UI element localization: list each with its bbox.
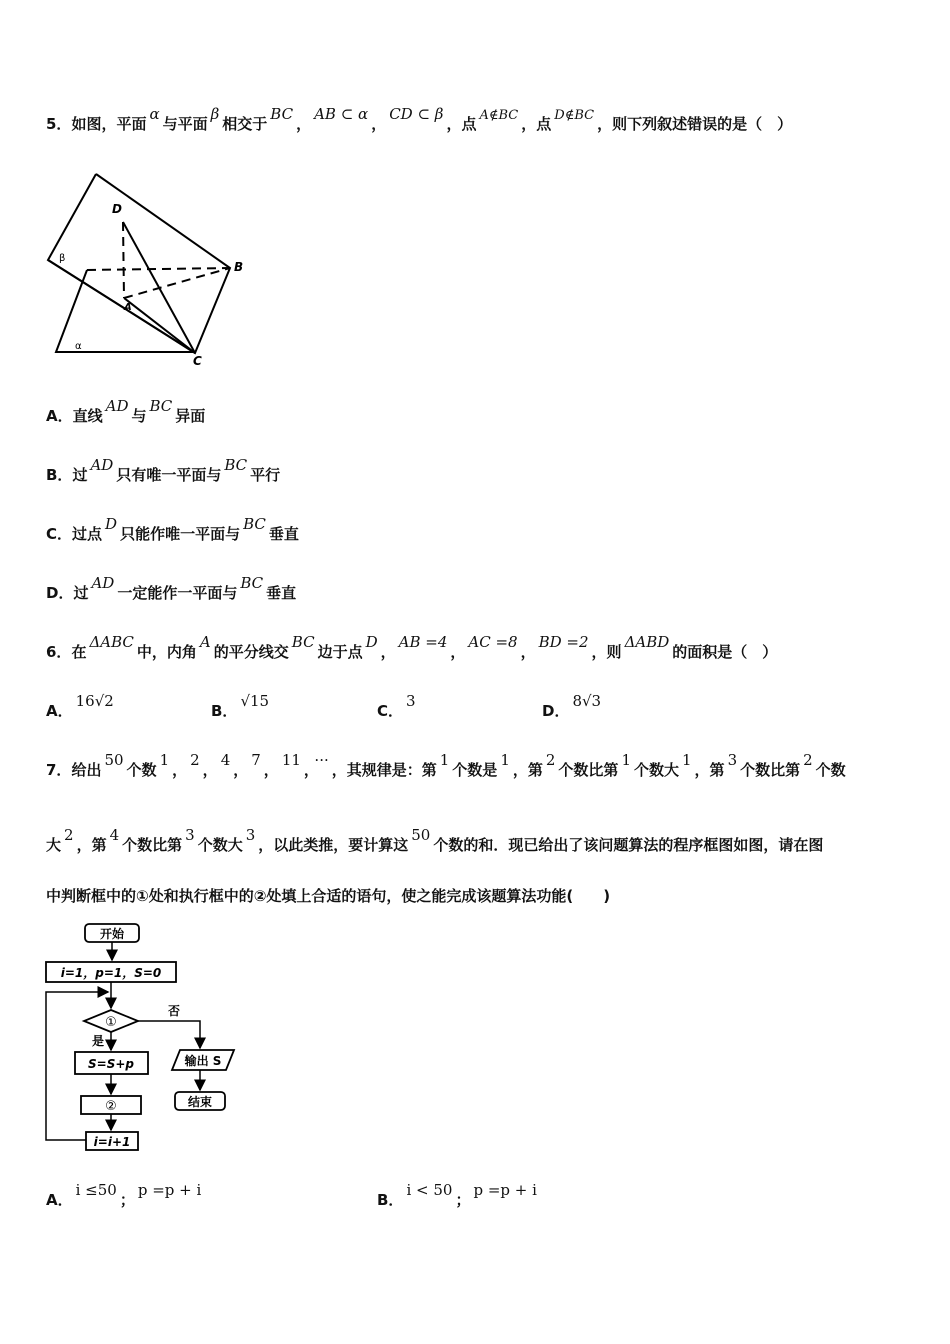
q5-stem: 5．如图，平面α与平面β相交于BC，AB ⊂ α，CD ⊂ β，点 A∉BC ，点 D∉BC ，则下列叙述错误的是（ ） [46, 105, 793, 133]
q7-stem-line1: 7．给出50个数1，2，4，7，11，···，其规律是：第1个数是1，第2个数比第1个数大1，第3个数比第2个数 [46, 751, 846, 779]
label-a: A [124, 302, 132, 313]
plane-beta-outline [48, 174, 230, 353]
label-b: B [234, 260, 244, 274]
flow-step-label: ② [105, 1099, 117, 1114]
q6-option-c: C．3 [377, 692, 416, 720]
q7-option-a: A．i ≤50；p =p + i [46, 1181, 202, 1209]
label-d: D [112, 202, 122, 216]
q6-number: 6． [46, 643, 72, 661]
flow-yes-label: 是 [92, 1034, 105, 1048]
visible-edges [48, 222, 195, 353]
q7-option-b: B．i < 50；p =p + i [377, 1181, 537, 1209]
q5-option-c: C．过点D只能作唯一平面与BC垂直 [46, 515, 299, 543]
q7-stem-line2: 大2，第4个数比第3个数大3，以此类推，要计算这50个数的和．现已给出了该问题算法的程序框图如图，请在图 [46, 826, 824, 854]
q5-option-a: A．直线AD与BC异面 [46, 397, 206, 425]
flow-init-label: i=1，p=1，S=0 [60, 966, 162, 980]
flow-end-label: 结束 [187, 1095, 213, 1109]
q5-number: 5． [46, 115, 72, 133]
flow-condition-label: ① [105, 1015, 117, 1030]
q6-option-d: D．8√3 [542, 692, 602, 720]
q6-option-b: B．√15 [211, 692, 270, 720]
label-beta: β [59, 253, 66, 264]
q5-plane-figure [40, 168, 250, 368]
flow-output-label: 输出 S [184, 1054, 222, 1068]
flow-sum-label: S=S+p [88, 1057, 134, 1071]
flow-start-label: 开始 [99, 927, 125, 941]
q7-stem-line3: 中判断框中的①处和执行框中的②处填上合适的语句，使之能完成该题算法功能( ) [46, 887, 611, 905]
q5-option-d: D．过AD一定能作一平面与BC垂直 [46, 574, 297, 602]
label-c: C [193, 354, 202, 368]
q6-stem: 6．在ΔABC中，内角A的平分线交BC边于点D，AB =4，AC =8，BD =2，则ΔABD的面积是（ ） [46, 633, 778, 661]
label-alpha: α [75, 341, 82, 352]
q7-number: 7． [46, 761, 72, 779]
flow-inc-label: i=i+1 [93, 1135, 131, 1149]
q5-option-b: B．过AD只有唯一平面与BC平行 [46, 456, 281, 484]
q7-flowchart [40, 918, 250, 1163]
q6-option-a: A．16√2 [46, 692, 114, 720]
flow-no-label: 否 [168, 1004, 181, 1018]
